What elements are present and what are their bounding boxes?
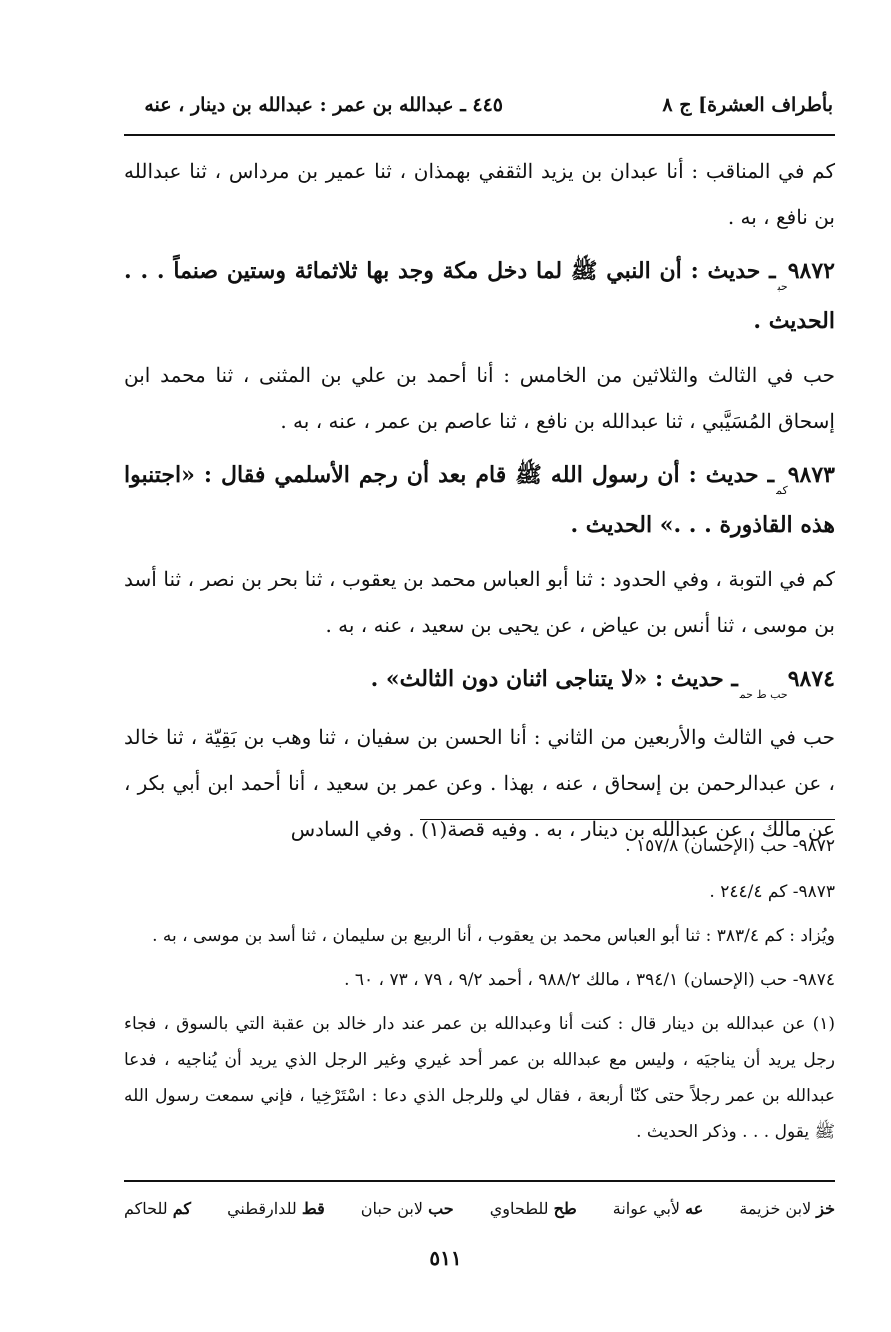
abbr-item: طح للطحاوي bbox=[489, 1198, 577, 1218]
hadith-entry bbox=[124, 656, 835, 706]
abbr-item: كم للحاكم bbox=[124, 1198, 192, 1218]
hadith-number: ٩٨٧٤ bbox=[787, 666, 835, 692]
hadith-source-code: حب ط حم bbox=[739, 688, 788, 701]
abbr-item: عه لأبي عوانة bbox=[612, 1198, 704, 1218]
paragraph: حب في الثالث والأربعين من الثاني : أنا الحسن بن سفيان ، ثنا وهب بن بَقِيّة ، ثنا خالد ، عن عبدالرحمن بن إسحاق ، عنه ، بهذا . وعن عمر بن سعيد ، أنا أحمد ابن أبي بكر ، عن مالك ، عن عبدالله بن دينار ، به . وفيه قصة(١) . وفي السادس bbox=[124, 725, 835, 841]
abbreviation-key bbox=[124, 1188, 835, 1228]
abbr-item: خز لابن خزيمة bbox=[739, 1198, 835, 1218]
header-volume: بأطراف العشرة] ج ٨ bbox=[662, 94, 833, 116]
hadith-text: ـ حديث : أن النبي ﷺ لما دخل مكة وجد بها ثلاثمائة وستين صنماً . . . الحديث . bbox=[124, 258, 835, 334]
footnote: ٩٨٧٤- حب (الإحسان) ٣٩٤/١ ، مالك ٩٨٨/٢ ، أحمد ٩/٢ ، ٧٩ ، ٧٣ ، ٦٠ . bbox=[344, 970, 835, 990]
footnote: ٩٨٧٣- كم ٢٤٤/٤ . bbox=[709, 882, 835, 902]
footnote: ويُزاد : كم ٣٨٣/٤ : ثنا أبو العباس محمد بن يعقوب ، أنا الربيع بن سليمان ، ثنا أسد بن موسى ، به . bbox=[152, 926, 835, 946]
header-rule bbox=[124, 134, 835, 136]
running-header bbox=[124, 82, 833, 128]
footnotes bbox=[124, 826, 835, 1156]
hadith-entry bbox=[124, 248, 835, 344]
hadith-text: ـ حديث : أن رسول الله ﷺ قام بعد أن رجم الأسلمي فقال : «اجتنبوا هذه القاذورة . . .» الحديث . bbox=[124, 462, 835, 538]
paragraph: كم في التوبة ، وفي الحدود : ثنا أبو العباس محمد بن يعقوب ، ثنا بحر بن نصر ، ثنا أسد بن موسى ، ثنا أنس بن عياض ، عن يحيى بن سعيد ، عنه ، به . bbox=[124, 567, 835, 637]
hadith-number: ٩٨٧٢ bbox=[787, 258, 835, 284]
hadith-number: ٩٨٧٣ bbox=[787, 462, 835, 488]
hadith-entry bbox=[124, 452, 835, 548]
header-chapter: ٤٤٥ ـ عبدالله بن عمر : عبدالله بن دينار ، عنه bbox=[144, 94, 503, 116]
hadith-source-code: حب bbox=[777, 280, 788, 293]
paragraph: كم في المناقب : أنا عبدان بن يزيد الثقفي بهمذان ، ثنا عمير بن مرداس ، ثنا عبدالله بن نافع ، به . bbox=[124, 159, 835, 229]
abbr-item: قط للدارقطني bbox=[227, 1198, 325, 1218]
paragraph: حب في الثالث والثلاثين من الخامس : أنا أحمد بن علي بن المثنى ، ثنا محمد ابن إسحاق المُسَيَّبي ، ثنا عبدالله بن نافع ، ثنا عاصم بن عمر ، عنه ، به . bbox=[124, 363, 835, 433]
main-text bbox=[124, 148, 835, 860]
footnote-story: (١) عن عبدالله بن دينار قال : كنت أنا وعبدالله بن عمر عند دار خالد بن عقبة التي بالسوق ، فجاء رجل يريد أن يناجيَه ، وليس مع عبدالله بن عمر أحد غيري وغير الرجل الذي يريد أن يُناجيه ، فدعا عبدالله بن عمر رجلاً حتى كنّا أربعة ، فقال لي وللرجل الذي دعا : اسْتَرْخِيا ، فإني سمعت رسول الله ﷺ يقول . . . وذكر الحديث . bbox=[124, 1014, 835, 1142]
hadith-source-code: كم bbox=[776, 484, 788, 497]
footnote-separator bbox=[420, 819, 835, 820]
page-number: ٥١١ bbox=[429, 1246, 462, 1270]
footer-rule bbox=[124, 1180, 835, 1182]
footnote: ٩٨٧٢- حب (الإحسان) ١٥٧/٨ . bbox=[625, 836, 835, 856]
abbr-item: حب لابن حبان bbox=[360, 1198, 454, 1218]
hadith-text: ـ حديث : «لا يتناجى اثنان دون الثالث» . bbox=[370, 666, 738, 692]
